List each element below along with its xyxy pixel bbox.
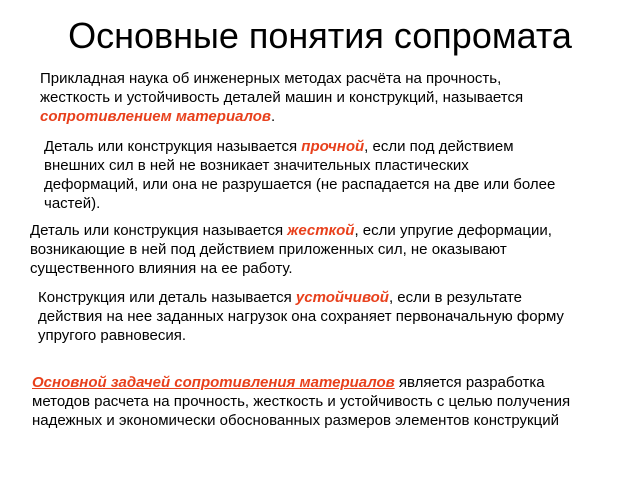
definition-strong: [44, 137, 555, 213]
text-line: существенного влияния на ее работу.: [30, 260, 293, 277]
text-line: надежных и экономически обоснованных размеров элементов конструкций: [32, 412, 559, 429]
main-task-statement: [32, 373, 570, 430]
text-line: [30, 221, 552, 240]
text-line: возникающие в ней под действием приложенных сил, не оказывают: [30, 241, 507, 258]
text-fragment: , если упругие деформации,: [354, 222, 552, 239]
definition-stable: [38, 288, 564, 345]
text-fragment: Конструкция или деталь называется: [38, 289, 296, 306]
text-line: частей).: [44, 195, 101, 212]
definition-rigid: [30, 221, 552, 278]
text-line: жесткость и устойчивость деталей машин и конструкций, называется: [40, 89, 524, 106]
definition-strength-of-materials: [40, 69, 523, 126]
text-fragment: Деталь или конструкция называется: [44, 138, 302, 155]
text-line: [44, 137, 555, 156]
text-line: внешних сил в ней не возникает значительных пластических: [44, 157, 469, 174]
page-title: Основные понятия сопромата: [68, 15, 572, 56]
text-fragment: .: [270, 108, 276, 125]
text-fragment: является разработка: [394, 374, 545, 391]
highlighted-term: прочной: [301, 138, 365, 155]
text-line: упругого равновесия.: [38, 327, 187, 344]
text-line: действия на нее заданных нагрузок она сохраняет первоначальную форму: [38, 308, 564, 325]
highlighted-term: жесткой: [287, 222, 355, 239]
text-line: [32, 373, 570, 392]
text-line: методов расчета на прочность, жесткость и устойчивость с целью получения: [32, 393, 571, 410]
text-fragment: , если под действием: [364, 138, 514, 155]
text-line: [40, 107, 523, 126]
highlighted-term: сопротивлением материалов: [40, 108, 271, 125]
text-fragment: Деталь или конструкция называется: [30, 222, 288, 239]
highlighted-term: устойчивой: [295, 289, 389, 306]
text-line: [38, 288, 564, 307]
highlighted-term: Основной задачей сопротивления материалов: [32, 374, 395, 391]
text-line: деформаций, или она не разрушается (не распадается на две или более: [44, 176, 556, 193]
text-line: Прикладная наука об инженерных методах расчёта на прочность,: [40, 70, 502, 87]
text-fragment: , если в результате: [388, 289, 522, 306]
